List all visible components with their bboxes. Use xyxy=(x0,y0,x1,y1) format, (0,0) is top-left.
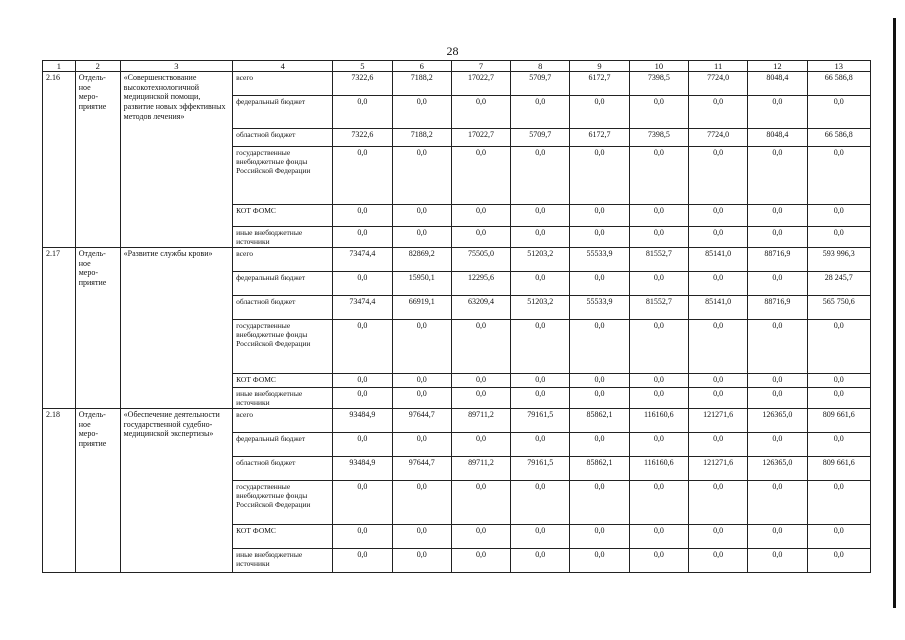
funding-source: иные внебюджетные источники xyxy=(233,388,333,409)
amount-cell: 66919,1 xyxy=(392,296,451,320)
amount-cell: 0,0 xyxy=(333,549,392,573)
amount-cell: 0,0 xyxy=(807,227,870,248)
amount-cell: 0,0 xyxy=(629,96,688,129)
amount-cell: 0,0 xyxy=(748,374,807,388)
amount-cell: 89711,2 xyxy=(451,457,510,481)
amount-cell: 63209,4 xyxy=(451,296,510,320)
funding-source: государственные внебюджетные фонды Российской Федерации xyxy=(233,320,333,374)
amount-cell: 0,0 xyxy=(511,227,570,248)
column-header: 3 xyxy=(120,61,232,72)
amount-cell: 0,0 xyxy=(451,374,510,388)
amount-cell: 0,0 xyxy=(392,96,451,129)
column-header: 13 xyxy=(807,61,870,72)
amount-cell: 0,0 xyxy=(807,481,870,525)
amount-cell: 0,0 xyxy=(333,205,392,227)
amount-cell: 0,0 xyxy=(807,549,870,573)
item-number: 2.18 xyxy=(43,409,76,573)
amount-cell: 0,0 xyxy=(748,433,807,457)
amount-cell: 116160,6 xyxy=(629,409,688,433)
item-type: Отдель- ное меро- приятие xyxy=(75,72,120,248)
amount-cell: 0,0 xyxy=(570,525,629,549)
amount-cell: 7188,2 xyxy=(392,72,451,96)
amount-cell: 0,0 xyxy=(511,272,570,296)
amount-cell: 0,0 xyxy=(333,147,392,205)
amount-cell: 66 586,8 xyxy=(807,129,870,147)
amount-cell: 0,0 xyxy=(688,388,747,409)
funding-source: областной бюджет xyxy=(233,457,333,481)
funding-source: областной бюджет xyxy=(233,129,333,147)
amount-cell: 0,0 xyxy=(570,272,629,296)
amount-cell: 0,0 xyxy=(451,227,510,248)
amount-cell: 0,0 xyxy=(333,481,392,525)
amount-cell: 55533,9 xyxy=(570,248,629,272)
amount-cell: 0,0 xyxy=(688,147,747,205)
amount-cell: 116160,6 xyxy=(629,457,688,481)
amount-cell: 85862,1 xyxy=(570,409,629,433)
amount-cell: 0,0 xyxy=(333,272,392,296)
column-header: 11 xyxy=(688,61,747,72)
column-header: 9 xyxy=(570,61,629,72)
column-header: 12 xyxy=(748,61,807,72)
amount-cell: 0,0 xyxy=(333,227,392,248)
amount-cell: 0,0 xyxy=(392,525,451,549)
amount-cell: 0,0 xyxy=(629,227,688,248)
amount-cell: 7398,5 xyxy=(629,129,688,147)
funding-source: государственные внебюджетные фонды Российской Федерации xyxy=(233,147,333,205)
amount-cell: 7398,5 xyxy=(629,72,688,96)
amount-cell: 0,0 xyxy=(748,388,807,409)
right-margin-rule xyxy=(893,18,896,608)
amount-cell: 73474,4 xyxy=(333,296,392,320)
amount-cell: 97644,7 xyxy=(392,409,451,433)
amount-cell: 6172,7 xyxy=(570,72,629,96)
amount-cell: 97644,7 xyxy=(392,457,451,481)
budget-table xyxy=(42,60,871,573)
funding-source: областной бюджет xyxy=(233,296,333,320)
amount-cell: 0,0 xyxy=(451,388,510,409)
amount-cell: 0,0 xyxy=(451,205,510,227)
funding-source: КОТ ФОМС xyxy=(233,205,333,227)
amount-cell: 0,0 xyxy=(688,549,747,573)
column-header: 7 xyxy=(451,61,510,72)
amount-cell: 51203,2 xyxy=(511,248,570,272)
column-header: 2 xyxy=(75,61,120,72)
amount-cell: 0,0 xyxy=(451,549,510,573)
amount-cell: 121271,6 xyxy=(688,457,747,481)
amount-cell: 0,0 xyxy=(511,388,570,409)
table-body xyxy=(43,72,871,573)
amount-cell: 0,0 xyxy=(451,525,510,549)
item-title: «Развитие службы крови» xyxy=(120,248,232,409)
amount-cell: 0,0 xyxy=(748,481,807,525)
amount-cell: 0,0 xyxy=(451,147,510,205)
amount-cell: 126365,0 xyxy=(748,409,807,433)
amount-cell: 0,0 xyxy=(688,525,747,549)
amount-cell: 121271,6 xyxy=(688,409,747,433)
amount-cell: 85141,0 xyxy=(688,248,747,272)
amount-cell: 7724,0 xyxy=(688,129,747,147)
amount-cell: 6172,7 xyxy=(570,129,629,147)
funding-source: КОТ ФОМС xyxy=(233,374,333,388)
amount-cell: 7322,6 xyxy=(333,72,392,96)
item-title: «Совершенствование высокотехнологичной медицинской помощи, развитие новых эффективных методов лечения» xyxy=(120,72,232,248)
amount-cell: 0,0 xyxy=(629,272,688,296)
amount-cell: 0,0 xyxy=(570,388,629,409)
funding-source: КОТ ФОМС xyxy=(233,525,333,549)
funding-source: иные внебюджетные источники xyxy=(233,549,333,573)
amount-cell: 0,0 xyxy=(688,433,747,457)
amount-cell: 7322,6 xyxy=(333,129,392,147)
amount-cell: 89711,2 xyxy=(451,409,510,433)
amount-cell: 0,0 xyxy=(570,481,629,525)
amount-cell: 82869,2 xyxy=(392,248,451,272)
amount-cell: 0,0 xyxy=(451,320,510,374)
amount-cell: 0,0 xyxy=(333,525,392,549)
amount-cell: 809 661,6 xyxy=(807,409,870,433)
amount-cell: 0,0 xyxy=(392,374,451,388)
column-header: 6 xyxy=(392,61,451,72)
amount-cell: 55533,9 xyxy=(570,296,629,320)
amount-cell: 809 661,6 xyxy=(807,457,870,481)
amount-cell: 0,0 xyxy=(570,147,629,205)
amount-cell: 0,0 xyxy=(392,147,451,205)
table-row xyxy=(43,72,871,96)
amount-cell: 0,0 xyxy=(511,96,570,129)
amount-cell: 79161,5 xyxy=(511,457,570,481)
amount-cell: 0,0 xyxy=(629,388,688,409)
amount-cell: 93484,9 xyxy=(333,409,392,433)
funding-source: федеральный бюджет xyxy=(233,433,333,457)
amount-cell: 12295,6 xyxy=(451,272,510,296)
amount-cell: 0,0 xyxy=(333,320,392,374)
amount-cell: 0,0 xyxy=(511,433,570,457)
amount-cell: 0,0 xyxy=(392,549,451,573)
amount-cell: 0,0 xyxy=(570,374,629,388)
amount-cell: 0,0 xyxy=(748,147,807,205)
amount-cell: 565 750,6 xyxy=(807,296,870,320)
amount-cell: 0,0 xyxy=(807,96,870,129)
funding-source: государственные внебюджетные фонды Российской Федерации xyxy=(233,481,333,525)
amount-cell: 66 586,8 xyxy=(807,72,870,96)
amount-cell: 0,0 xyxy=(511,374,570,388)
amount-cell: 0,0 xyxy=(807,433,870,457)
amount-cell: 28 245,7 xyxy=(807,272,870,296)
amount-cell: 0,0 xyxy=(807,320,870,374)
amount-cell: 0,0 xyxy=(688,320,747,374)
amount-cell: 0,0 xyxy=(570,96,629,129)
amount-cell: 0,0 xyxy=(629,481,688,525)
amount-cell: 0,0 xyxy=(748,525,807,549)
amount-cell: 0,0 xyxy=(333,96,392,129)
amount-cell: 0,0 xyxy=(807,147,870,205)
table-row xyxy=(43,248,871,272)
amount-cell: 85141,0 xyxy=(688,296,747,320)
amount-cell: 0,0 xyxy=(511,549,570,573)
amount-cell: 0,0 xyxy=(570,205,629,227)
amount-cell: 0,0 xyxy=(570,549,629,573)
amount-cell: 0,0 xyxy=(748,205,807,227)
amount-cell: 0,0 xyxy=(392,433,451,457)
amount-cell: 0,0 xyxy=(748,549,807,573)
amount-cell: 0,0 xyxy=(333,433,392,457)
column-header-row xyxy=(43,61,871,72)
amount-cell: 0,0 xyxy=(570,227,629,248)
column-header: 1 xyxy=(43,61,76,72)
table-row xyxy=(43,409,871,433)
amount-cell: 0,0 xyxy=(392,320,451,374)
funding-source: всего xyxy=(233,248,333,272)
amount-cell: 0,0 xyxy=(333,388,392,409)
amount-cell: 81552,7 xyxy=(629,296,688,320)
amount-cell: 85862,1 xyxy=(570,457,629,481)
amount-cell: 0,0 xyxy=(629,147,688,205)
funding-source: федеральный бюджет xyxy=(233,96,333,129)
item-number: 2.16 xyxy=(43,72,76,248)
amount-cell: 15950,1 xyxy=(392,272,451,296)
item-type: Отдель- ное меро- приятие xyxy=(75,409,120,573)
amount-cell: 593 996,3 xyxy=(807,248,870,272)
amount-cell: 0,0 xyxy=(748,96,807,129)
amount-cell: 8048,4 xyxy=(748,129,807,147)
amount-cell: 0,0 xyxy=(807,374,870,388)
column-header: 5 xyxy=(333,61,392,72)
amount-cell: 0,0 xyxy=(688,227,747,248)
amount-cell: 0,0 xyxy=(748,272,807,296)
amount-cell: 0,0 xyxy=(511,205,570,227)
amount-cell: 5709,7 xyxy=(511,72,570,96)
amount-cell: 0,0 xyxy=(629,525,688,549)
amount-cell: 0,0 xyxy=(688,205,747,227)
amount-cell: 0,0 xyxy=(451,481,510,525)
amount-cell: 0,0 xyxy=(570,433,629,457)
amount-cell: 126365,0 xyxy=(748,457,807,481)
amount-cell: 17022,7 xyxy=(451,129,510,147)
amount-cell: 0,0 xyxy=(511,320,570,374)
amount-cell: 88716,9 xyxy=(748,296,807,320)
amount-cell: 0,0 xyxy=(748,227,807,248)
amount-cell: 0,0 xyxy=(807,525,870,549)
amount-cell: 0,0 xyxy=(451,433,510,457)
amount-cell: 0,0 xyxy=(392,227,451,248)
amount-cell: 81552,7 xyxy=(629,248,688,272)
amount-cell: 79161,5 xyxy=(511,409,570,433)
page-number: 28 xyxy=(446,44,459,58)
amount-cell: 0,0 xyxy=(748,320,807,374)
amount-cell: 51203,2 xyxy=(511,296,570,320)
amount-cell: 0,0 xyxy=(511,525,570,549)
amount-cell: 0,0 xyxy=(392,205,451,227)
amount-cell: 75505,0 xyxy=(451,248,510,272)
amount-cell: 7188,2 xyxy=(392,129,451,147)
amount-cell: 0,0 xyxy=(511,147,570,205)
amount-cell: 0,0 xyxy=(629,320,688,374)
column-header: 4 xyxy=(233,61,333,72)
amount-cell: 0,0 xyxy=(629,205,688,227)
amount-cell: 0,0 xyxy=(629,433,688,457)
amount-cell: 5709,7 xyxy=(511,129,570,147)
amount-cell: 0,0 xyxy=(392,481,451,525)
column-header: 10 xyxy=(629,61,688,72)
item-number: 2.17 xyxy=(43,248,76,409)
amount-cell: 0,0 xyxy=(807,388,870,409)
column-header: 8 xyxy=(511,61,570,72)
amount-cell: 0,0 xyxy=(570,320,629,374)
amount-cell: 0,0 xyxy=(688,481,747,525)
amount-cell: 0,0 xyxy=(451,96,510,129)
amount-cell: 17022,7 xyxy=(451,72,510,96)
amount-cell: 0,0 xyxy=(511,481,570,525)
amount-cell: 0,0 xyxy=(333,374,392,388)
item-type: Отдель- ное меро- приятие xyxy=(75,248,120,409)
amount-cell: 93484,9 xyxy=(333,457,392,481)
funding-source: федеральный бюджет xyxy=(233,272,333,296)
funding-source: всего xyxy=(233,409,333,433)
amount-cell: 7724,0 xyxy=(688,72,747,96)
amount-cell: 0,0 xyxy=(688,374,747,388)
amount-cell: 73474,4 xyxy=(333,248,392,272)
amount-cell: 0,0 xyxy=(629,549,688,573)
amount-cell: 8048,4 xyxy=(748,72,807,96)
amount-cell: 0,0 xyxy=(807,205,870,227)
item-title: «Обеспечение деятельности государственной судебно-медицинской экспертизы» xyxy=(120,409,232,573)
funding-source: иные внебюджетные источники xyxy=(233,227,333,248)
amount-cell: 88716,9 xyxy=(748,248,807,272)
amount-cell: 0,0 xyxy=(629,374,688,388)
amount-cell: 0,0 xyxy=(688,272,747,296)
amount-cell: 0,0 xyxy=(392,388,451,409)
amount-cell: 0,0 xyxy=(688,96,747,129)
funding-source: всего xyxy=(233,72,333,96)
